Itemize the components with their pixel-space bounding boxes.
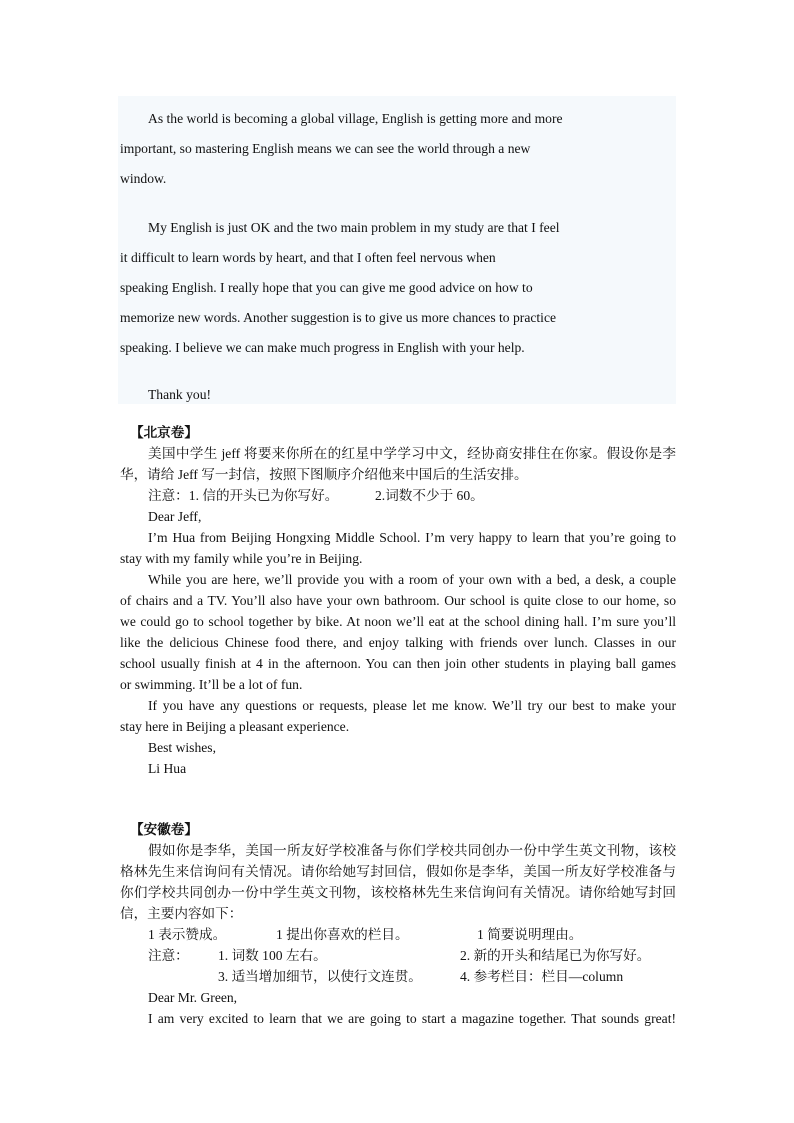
note-item: 4. 参考栏目：栏目—column bbox=[460, 969, 624, 984]
passage-line: memorize new words. Another suggestion is to give us more chances to practice bbox=[120, 310, 557, 325]
letter-line: or swimming. It’ll be a lot of fun. bbox=[120, 677, 303, 692]
letter-closing: Best wishes, bbox=[148, 740, 216, 755]
note-item: 2.词数不少于 60。 bbox=[375, 488, 484, 503]
letter-salutation: Dear Mr. Green, bbox=[148, 990, 238, 1005]
point-item: 1 简要说明理由。 bbox=[477, 927, 583, 942]
letter-line: school usually finish at 4 in the afternoon. You can then join other students in playing ball games bbox=[120, 656, 676, 671]
task-line: 假如你是李华，美国一所友好学校准备与你们学校共同创办一份中学生英文刊物，该校 bbox=[148, 843, 676, 858]
letter-line: If you have any questions or requests, please let me know. We’ll try our best to make your bbox=[148, 698, 676, 713]
section-heading-beijing: 【北京卷】 bbox=[130, 425, 198, 440]
letter-line: like the delicious Chinese food there, and enjoy talking with friends over lunch. Classes in our bbox=[120, 635, 676, 650]
note-item: 2. 新的开头和结尾已为你写好。 bbox=[460, 948, 651, 963]
task-line: 美国中学生 jeff 将要来你所在的红星中学学习中文，经协商安排住在你家。假设你是李 bbox=[148, 446, 676, 461]
letter-signature: Li Hua bbox=[148, 761, 187, 776]
letter-line: of chairs and a TV. You’ll also have your own bathroom. Our school is quite close to our home, so bbox=[120, 593, 676, 608]
note-item: 注意：1. 信的开头已为你写好。 bbox=[148, 488, 339, 503]
passage-line: window. bbox=[120, 171, 167, 186]
note-item: 3. 适当增加细节，以使行文连贯。 bbox=[218, 969, 422, 984]
letter-line: we could go to school together by bike. At noon we’ll eat at the school dining hall. I’m sure you’ll bbox=[120, 614, 676, 629]
letter-line: stay here in Beijing a pleasant experience. bbox=[120, 719, 350, 734]
letter-salutation: Dear Jeff, bbox=[148, 509, 202, 524]
point-item: 1 提出你喜欢的栏目。 bbox=[276, 927, 409, 942]
passage-line: it difficult to learn words by heart, and that I often feel nervous when bbox=[120, 250, 496, 265]
letter-line: While you are here, we’ll provide you with a room of your own with a bed, a desk, a couple bbox=[148, 572, 676, 587]
note-label: 注意： bbox=[148, 948, 189, 963]
note-item: 1. 词数 100 左右。 bbox=[218, 948, 327, 963]
task-line: 华，请给 Jeff 写一封信，按照下图顺序介绍他来中国后的生活安排。 bbox=[120, 467, 528, 482]
letter-line: I’m Hua from Beijing Hongxing Middle School. I’m very happy to learn that you’re going to bbox=[148, 530, 676, 545]
section-heading-anhui: 【安徽卷】 bbox=[130, 822, 198, 837]
task-line: 信，主要内容如下： bbox=[120, 906, 243, 921]
letter-line: I am very excited to learn that we are going to start a magazine together. That sounds great! bbox=[148, 1011, 676, 1026]
passage-line: important, so mastering English means we can see the world through a new bbox=[120, 141, 531, 156]
letter-line: stay with my family while you’re in Beijing. bbox=[120, 551, 363, 566]
passage-line: speaking. I believe we can make much progress in English with your help. bbox=[120, 340, 525, 355]
passage-line: My English is just OK and the two main problem in my study are that I feel bbox=[148, 220, 560, 235]
task-line: 你们学校共同创办一份中学生英文刊物，该校格林先生来信询问有关情况。请你给她写封回 bbox=[120, 885, 676, 900]
passage-line: Thank you! bbox=[148, 387, 212, 402]
task-line: 格林先生来信询问有关情况。请你给她写封回信，假如你是李华，美国一所友好学校准备与 bbox=[120, 864, 676, 879]
passage-line: As the world is becoming a global village, English is getting more and more bbox=[148, 111, 563, 126]
passage-line: speaking English. I really hope that you can give me good advice on how to bbox=[120, 280, 533, 295]
point-item: 1 表示赞成。 bbox=[148, 927, 227, 942]
